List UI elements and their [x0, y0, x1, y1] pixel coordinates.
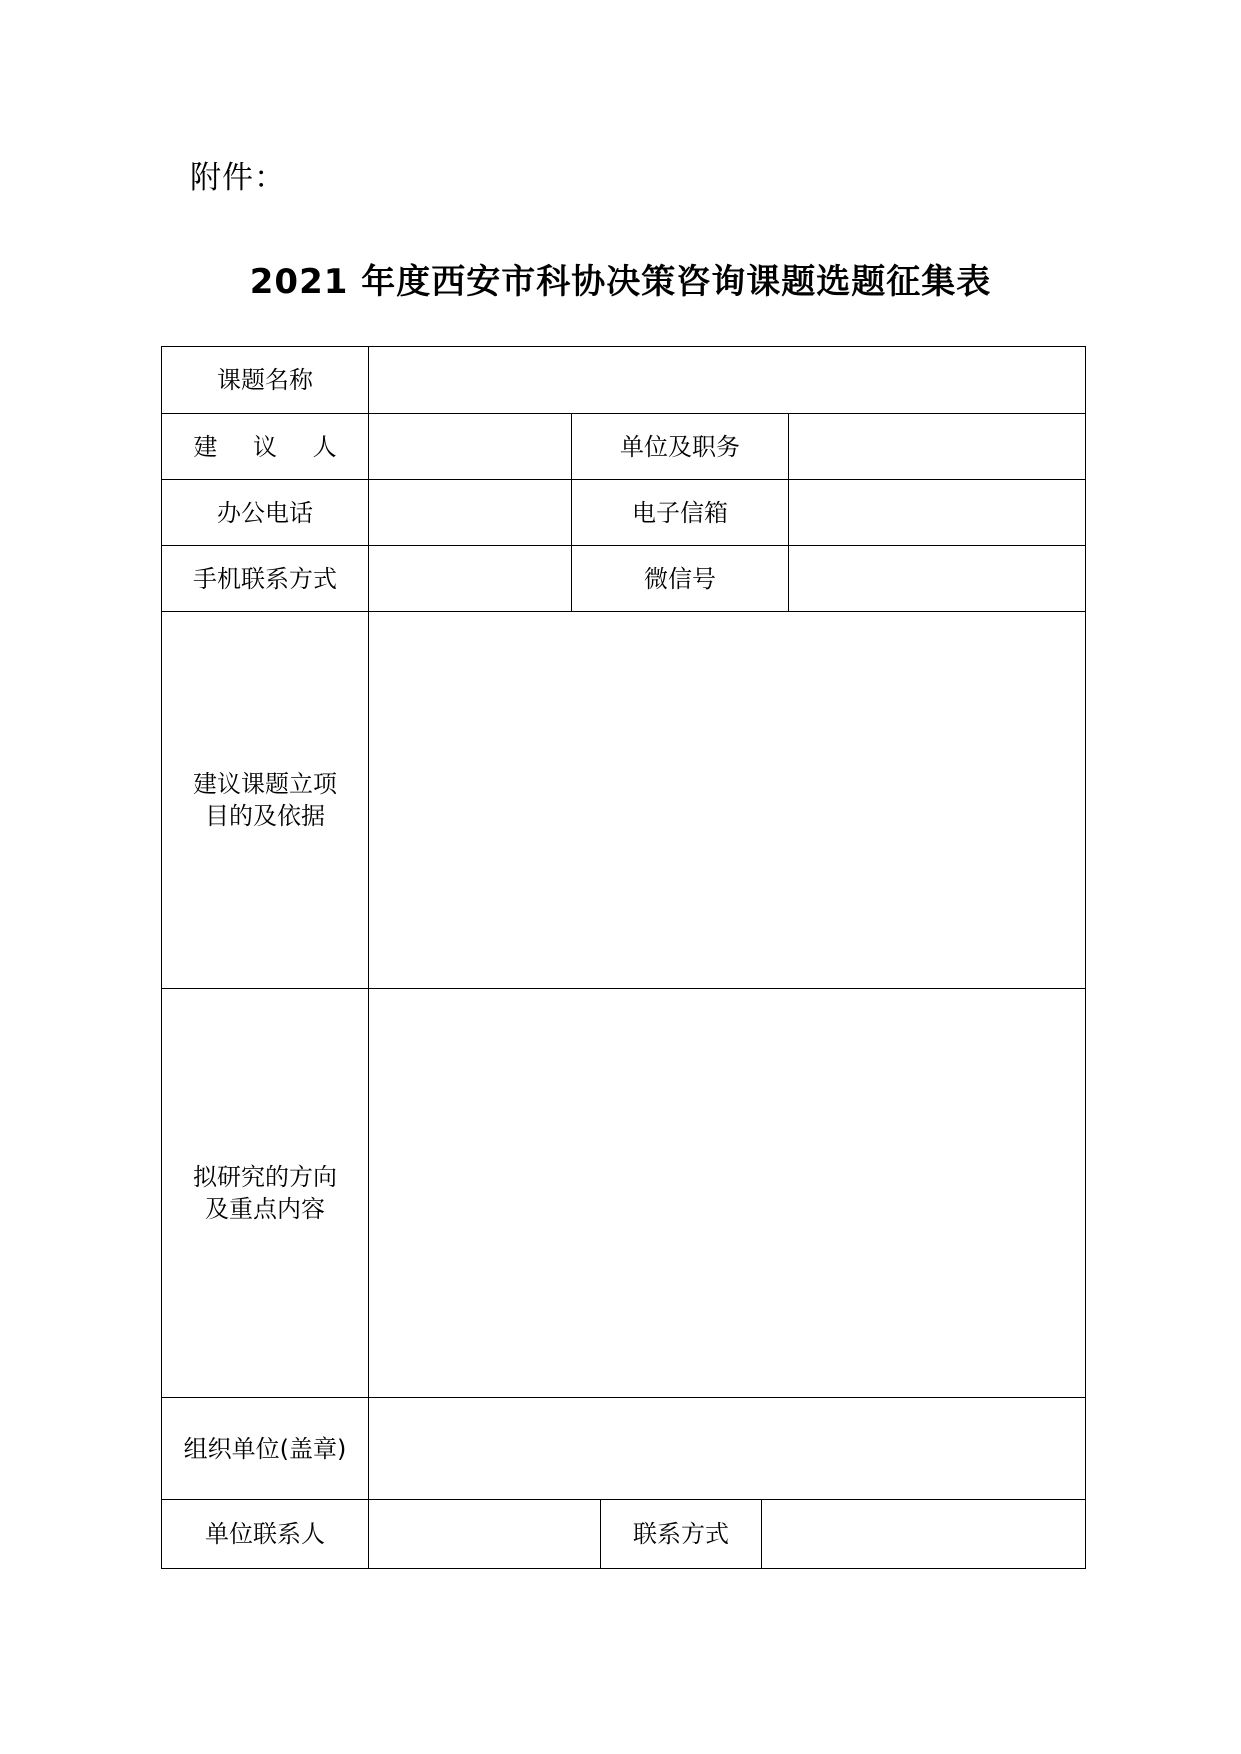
organizer-label — [161, 1397, 369, 1500]
office-phone-label — [161, 479, 369, 546]
organizer-label-text: 组织单位(盖章) — [183, 1434, 347, 1463]
proposer-label-text: 建 议 人 — [193, 432, 351, 461]
unit-position-field[interactable] — [788, 413, 1086, 480]
unit-contact-label — [161, 1499, 369, 1569]
research-direction-label — [161, 988, 369, 1398]
submission-form-table — [162, 347, 1086, 1577]
organizer-field[interactable] — [368, 1397, 1086, 1500]
office-phone-field[interactable] — [368, 479, 572, 546]
wechat-label-text: 微信号 — [644, 564, 716, 593]
topic-name-label-text: 课题名称 — [217, 366, 313, 394]
page-title: 2021 年度西安市科协决策咨询课题选题征集表 — [249, 262, 992, 302]
unit-contact-label-text: 单位联系人 — [205, 1520, 325, 1548]
office-phone-label-text: 办公电话 — [217, 498, 313, 527]
wechat-field[interactable] — [788, 545, 1086, 612]
mobile-label-text: 手机联系方式 — [193, 564, 337, 593]
purpose-basis-label-text: 建议课题立项目的及依据 — [193, 770, 337, 830]
topic-name-label — [161, 346, 369, 414]
unit-position-label-text: 单位及职务 — [620, 432, 740, 461]
unit-position-label — [571, 413, 789, 480]
contact-method-field[interactable] — [761, 1499, 1086, 1569]
topic-name-field[interactable] — [368, 346, 1086, 414]
contact-method-label-text: 联系方式 — [633, 1520, 729, 1548]
purpose-basis-label — [161, 611, 369, 989]
email-label — [571, 479, 789, 546]
attachment-label: 附件： — [190, 160, 286, 196]
proposer-field[interactable] — [368, 413, 572, 480]
unit-contact-field[interactable] — [368, 1499, 601, 1569]
proposer-label — [161, 413, 369, 480]
research-direction-field[interactable] — [368, 988, 1086, 1398]
research-direction-label-text: 拟研究的方向及重点内容 — [193, 1163, 337, 1223]
email-label-text: 电子信箱 — [632, 498, 728, 527]
purpose-basis-field[interactable] — [368, 611, 1086, 989]
contact-method-label — [600, 1499, 762, 1569]
mobile-label — [161, 545, 369, 612]
email-field[interactable] — [788, 479, 1086, 546]
mobile-field[interactable] — [368, 545, 572, 612]
wechat-label — [571, 545, 789, 612]
